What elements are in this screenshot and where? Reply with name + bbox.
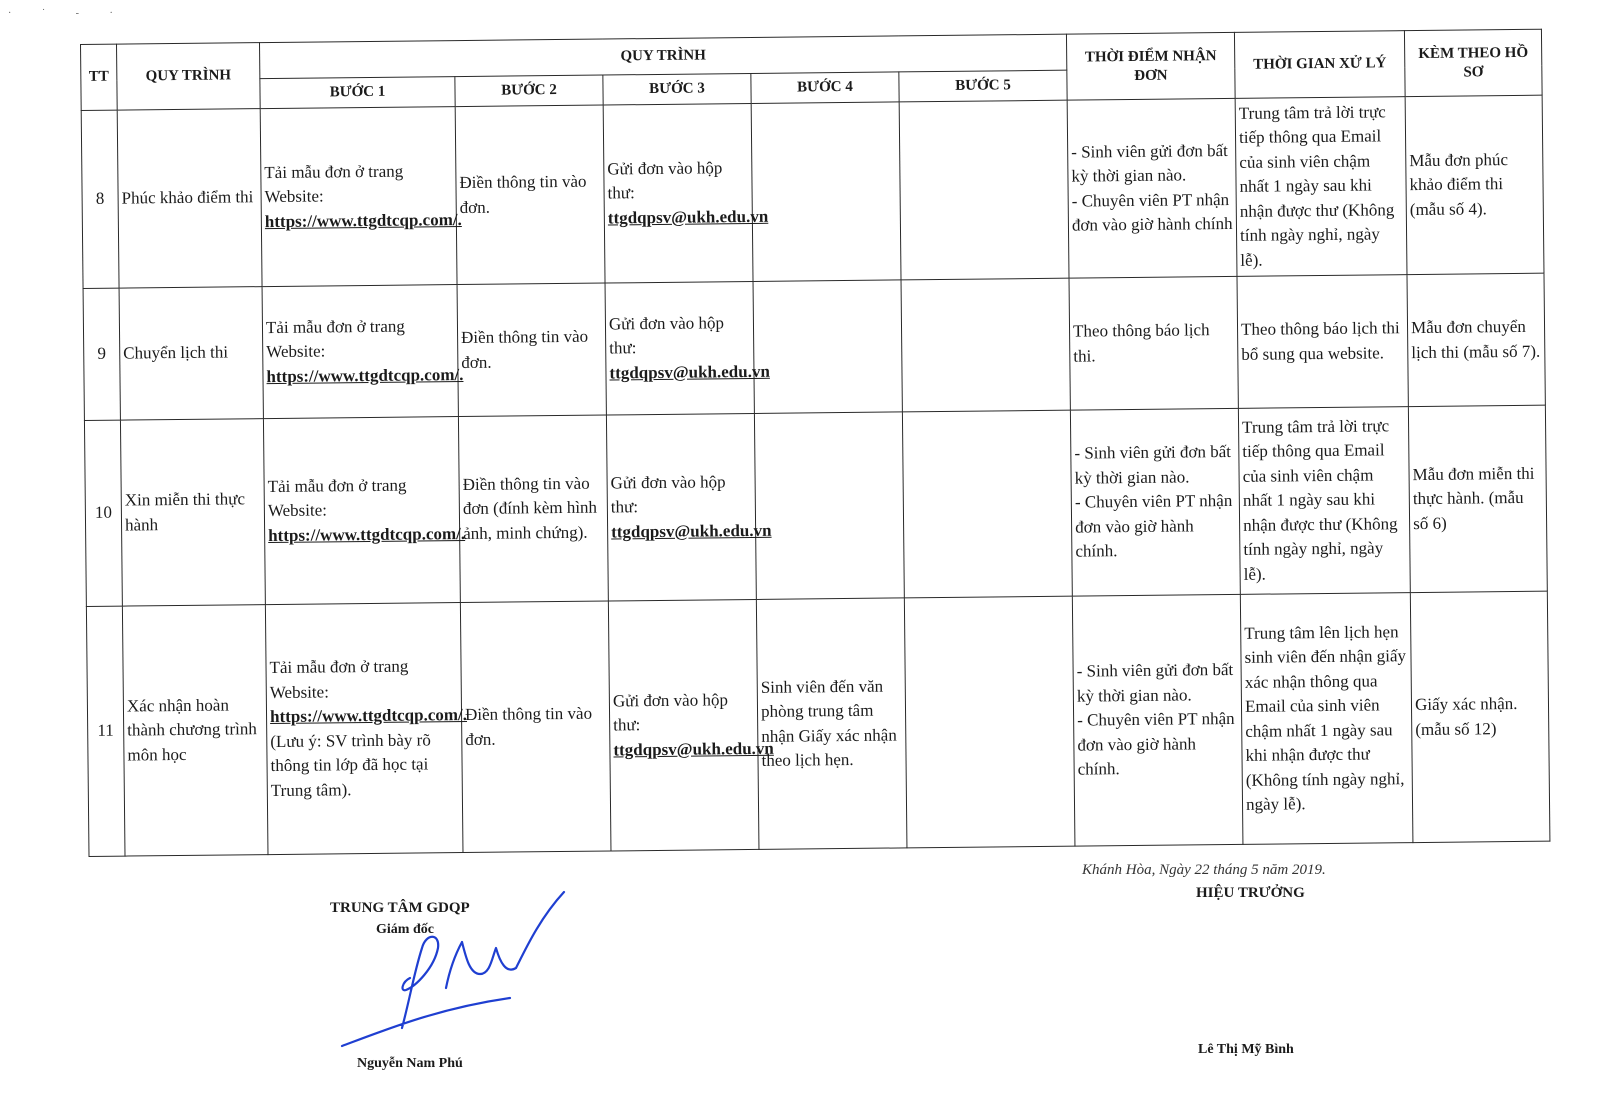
process-name: Phúc khảo điểm thi: [117, 109, 262, 288]
step-3-cell: [606, 413, 772, 601]
step-5-cell: [904, 596, 1075, 848]
step-4-cell: [753, 280, 902, 414]
step-4-cell: [751, 102, 901, 282]
step-3-cell: [605, 281, 770, 415]
row-number: 9: [83, 288, 120, 420]
attachment-cell: Mẫu đơn miễn thi thực hành. (mẫu số 6): [1408, 405, 1547, 592]
receive-time-cell: Theo thông báo lịch thi.: [1069, 276, 1238, 410]
table-row: [86, 591, 1550, 856]
step-1-cell: [260, 107, 462, 287]
website-link[interactable]: https://www.ttgdtcqp.com/.: [264, 209, 462, 231]
step-2-cell: Điền thông tin vào đơn.: [460, 601, 611, 853]
header-processing-time: THỜI GIAN XỬ LÝ: [1234, 31, 1405, 99]
row-number: 8: [81, 110, 119, 288]
step-1-note: (Lưu ý: SV trình bày rõ thông tin lớp đã học tại Trung tâm).: [270, 729, 431, 800]
step-3-cell: [608, 599, 774, 851]
process-name: Xác nhận hoàn thành chương trình môn học: [122, 605, 268, 856]
step-3-cell: [603, 103, 769, 283]
email-link[interactable]: ttgdqpsv@ukh.edu.vn: [611, 520, 772, 542]
attachment-cell: Mẫu đơn phúc khảo điểm thi (mẫu số 4).: [1405, 95, 1544, 274]
step-2-cell: Điền thông tin vào đơn.: [455, 105, 605, 285]
header-step-1: BƯỚC 1: [260, 77, 455, 109]
row-number: 11: [86, 606, 125, 856]
step-2-cell: Điền thông tin vào đơn (đính kèm hình ảnh, minh chứng).: [458, 415, 608, 603]
step-1-cell: [263, 417, 466, 605]
step-5-cell: [901, 278, 1070, 412]
table-row: [83, 273, 1545, 420]
scan-specks: · ˙ - ·: [8, 8, 127, 19]
attachment-cell: Giấy xác nhận. (mẫu số 12): [1410, 591, 1550, 842]
left-signer-name: Nguyễn Nam Phú: [357, 1056, 463, 1071]
process-name: Chuyển lịch thi: [119, 287, 263, 420]
header-process-group: QUY TRÌNH: [259, 34, 1066, 78]
email-link[interactable]: ttgdqpsv@ukh.edu.vn: [613, 738, 774, 760]
rector-title: HIỆU TRƯỞNG: [1196, 885, 1305, 901]
director-signature: [330, 878, 570, 1058]
header-step-4: BƯỚC 4: [751, 72, 899, 104]
step-1-cell: [265, 603, 468, 855]
processing-time-cell: Trung tâm trả lời trực tiếp thông qua Email của sinh viên chậm nhất 1 ngày sau khi nhận được thư (Không tính ngày nghỉ, ngày lễ).: [1235, 97, 1407, 277]
step-4-cell: Sinh viên đến văn phòng trung tâm nhận Giấy xác nhận theo lịch hẹn.: [756, 598, 907, 850]
step-5-cell: [899, 100, 1069, 280]
procedure-table: [80, 29, 1550, 857]
step-1-text: Tải mẫu đơn ở trang Website:: [269, 656, 409, 702]
header-process: QUY TRÌNH: [117, 43, 261, 110]
step-3-text: Gửi đơn vào hộp thư:: [608, 313, 725, 358]
email-link[interactable]: ttgdqpsv@ukh.edu.vn: [607, 206, 769, 228]
attachment-cell: Mẫu đơn chuyển lịch thi (mẫu số 7).: [1407, 273, 1545, 406]
processing-time-cell: Trung tâm trả lời trực tiếp thông qua Email của sinh viên chậm nhất 1 ngày sau khi nhận được thư (Không tính ngày nghỉ, ngày lễ).: [1238, 407, 1410, 595]
step-1-cell: [262, 285, 464, 419]
website-link[interactable]: https://www.ttgdtcqp.com/.: [269, 704, 468, 727]
receive-time-cell: - Sinh viên gửi đơn bất kỳ thời gian nào. - Chuyên viên PT nhận đơn vào giờ hành chính.: [1070, 408, 1240, 596]
table-row: [84, 405, 1547, 606]
table-row: [81, 95, 1544, 288]
row-number: 10: [84, 420, 122, 606]
processing-time-cell: Trung tâm lên lịch hẹn sinh viên đến nhận giấy xác nhận thông qua Email của sinh viên chậm nhất 1 ngày sau khi nhận được thư (Không tính ngày nghỉ, ngày lễ).: [1240, 593, 1413, 845]
table-body: [81, 95, 1550, 856]
website-link[interactable]: https://www.ttgdtcqp.com/.: [266, 364, 464, 386]
right-signer-name: Lê Thị Mỹ Bình: [1198, 1042, 1294, 1057]
step-1-text: Tải mẫu đơn ở trang Website:: [267, 475, 407, 521]
header-step-3: BƯỚC 3: [603, 73, 751, 105]
header-tt: TT: [81, 44, 118, 110]
center-role: Giám đốc: [376, 922, 434, 937]
step-5-cell: [902, 410, 1072, 598]
step-3-text: Gửi đơn vào hộp thư:: [612, 690, 728, 735]
header-step-2: BƯỚC 2: [455, 75, 603, 107]
header-receive-time: THỜI ĐIỂM NHẬN ĐƠN: [1066, 32, 1235, 100]
step-1-text: Tải mẫu đơn ở trang Website:: [264, 161, 404, 207]
receive-time-cell: - Sinh viên gửi đơn bất kỳ thời gian nào. - Chuyên viên PT nhận đơn vào giờ hành chính: [1067, 98, 1237, 278]
receive-time-cell: - Sinh viên gửi đơn bất kỳ thời gian nào. - Chuyên viên PT nhận đơn vào giờ hành chính.: [1072, 594, 1243, 846]
header-step-5: BƯỚC 5: [899, 70, 1067, 102]
website-link[interactable]: https://www.ttgdtcqp.com/.: [268, 523, 466, 545]
process-name: Xin miễn thi thực hành: [120, 419, 265, 606]
step-3-text: Gửi đơn vào hộp thư:: [610, 472, 726, 517]
center-name: TRUNG TÂM GDQP: [330, 900, 470, 916]
step-2-cell: Điền thông tin vào đơn.: [457, 283, 606, 417]
processing-time-cell: Theo thông báo lịch thi bổ sung qua website.: [1237, 275, 1408, 409]
step-3-text: Gửi đơn vào hộp thư:: [607, 158, 723, 203]
step-1-text: Tải mẫu đơn ở trang Website:: [265, 316, 405, 362]
email-link[interactable]: ttgdqpsv@ukh.edu.vn: [609, 361, 770, 383]
date-line: Khánh Hòa, Ngày 22 tháng 5 năm 2019.: [1082, 862, 1326, 878]
header-attachments: KÈM THEO HỒ SƠ: [1404, 29, 1542, 96]
step-4-cell: [754, 412, 904, 600]
